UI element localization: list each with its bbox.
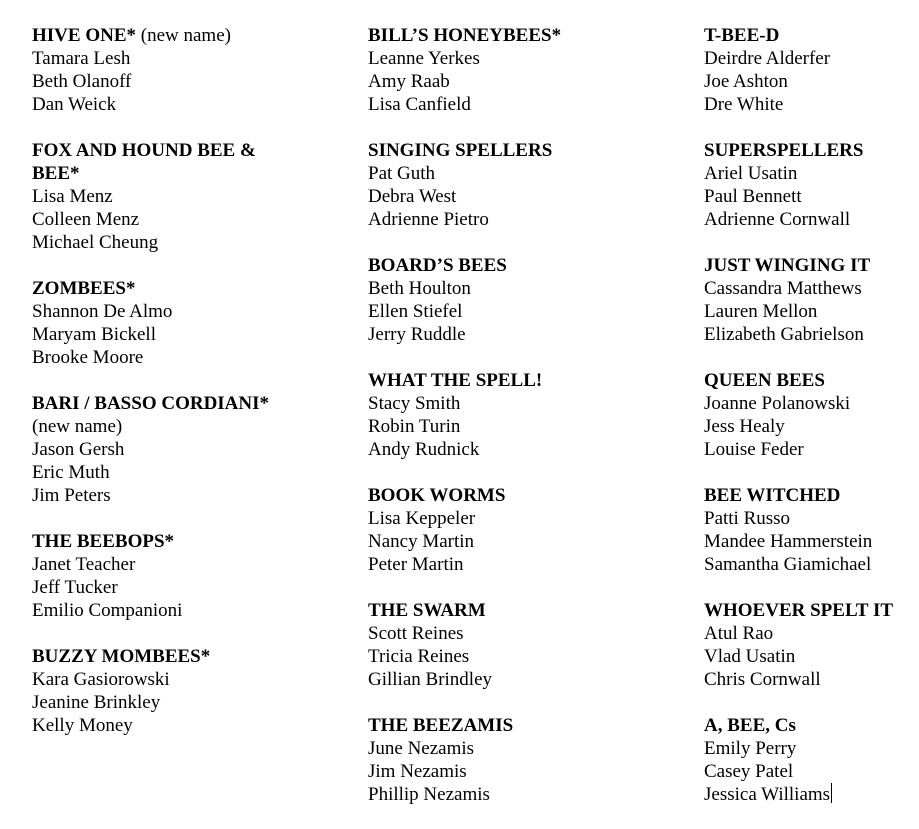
team-member: Lisa Keppeler bbox=[368, 508, 476, 529]
team-member: Tamara Lesh bbox=[32, 48, 131, 69]
team-member: Gillian Brindley bbox=[368, 669, 493, 690]
team-member: Pat Guth bbox=[368, 163, 436, 184]
team-block bbox=[32, 392, 362, 507]
team-name: BOARD’S BEES bbox=[368, 255, 507, 276]
team-member: Dre White bbox=[704, 94, 784, 115]
team-name: BOOK WORMS bbox=[368, 485, 506, 506]
team-member: Debra West bbox=[368, 186, 457, 207]
team-member: Lauren Mellon bbox=[704, 301, 818, 322]
team-member: Phillip Nezamis bbox=[368, 784, 490, 805]
team-block bbox=[32, 645, 362, 737]
team-name: WHAT THE SPELL! bbox=[368, 370, 543, 391]
team-block bbox=[32, 139, 362, 254]
team-member: Jim Nezamis bbox=[368, 761, 467, 782]
team-member: Cassandra Matthews bbox=[704, 278, 862, 299]
team-block bbox=[368, 254, 698, 346]
team-member: June Nezamis bbox=[368, 738, 475, 759]
team-block bbox=[368, 369, 698, 461]
team-block bbox=[704, 714, 916, 806]
team-name: WHOEVER SPELT IT bbox=[704, 600, 894, 621]
team-block bbox=[704, 369, 916, 461]
team-member: Louise Feder bbox=[704, 439, 804, 460]
team-block bbox=[32, 530, 362, 622]
team-member: Janet Teacher bbox=[32, 554, 136, 575]
team-member: Mandee Hammerstein bbox=[704, 531, 873, 552]
team-member: Andy Rudnick bbox=[368, 439, 480, 460]
team-name: T-BEE-D bbox=[704, 25, 780, 46]
team-member: Dan Weick bbox=[32, 94, 117, 115]
team-member: Ariel Usatin bbox=[704, 163, 798, 184]
team-name: A, BEE, Cs bbox=[704, 715, 796, 736]
team-name: THE SWARM bbox=[368, 600, 486, 621]
team-name: THE BEEZAMIS bbox=[368, 715, 514, 736]
team-name: BUZZY MOMBEES* bbox=[32, 646, 211, 667]
team-member: Beth Houlton bbox=[368, 278, 471, 299]
team-column-1 bbox=[32, 24, 362, 760]
team-column-3 bbox=[704, 24, 916, 829]
team-member: Maryam Bickell bbox=[32, 324, 156, 345]
team-member: Michael Cheung bbox=[32, 232, 159, 253]
team-member: Lisa Canfield bbox=[368, 94, 471, 115]
team-member: Patti Russo bbox=[704, 508, 791, 529]
team-member: Deirdre Alderfer bbox=[704, 48, 831, 69]
text-cursor bbox=[831, 783, 832, 803]
team-member: Shannon De Almo bbox=[32, 301, 173, 322]
team-name: SINGING SPELLERS bbox=[368, 140, 553, 161]
team-member: Stacy Smith bbox=[368, 393, 461, 414]
team-block bbox=[368, 714, 698, 806]
team-column-2 bbox=[368, 24, 698, 829]
team-member[interactable] bbox=[704, 783, 916, 806]
team-member: Beth Olanoff bbox=[32, 71, 132, 92]
team-name: BARI / BASSO CORDIANI* bbox=[32, 393, 270, 414]
team-block bbox=[368, 139, 698, 231]
team-member: Paul Bennett bbox=[704, 186, 802, 207]
team-member: Jim Peters bbox=[32, 485, 111, 506]
team-member-text: Jessica Williams bbox=[704, 784, 831, 805]
team-member: Jess Healy bbox=[704, 416, 785, 437]
team-member: Ellen Stiefel bbox=[368, 301, 463, 322]
team-member: Tricia Reines bbox=[368, 646, 470, 667]
team-block bbox=[368, 484, 698, 576]
team-block bbox=[32, 24, 362, 116]
team-member: Jeff Tucker bbox=[32, 577, 118, 598]
team-block bbox=[704, 254, 916, 346]
team-member: Jason Gersh bbox=[32, 439, 125, 460]
team-member: Atul Rao bbox=[704, 623, 774, 644]
team-block bbox=[704, 139, 916, 231]
team-member: Casey Patel bbox=[704, 761, 794, 782]
team-member: Peter Martin bbox=[368, 554, 464, 575]
team-member: Jeanine Brinkley bbox=[32, 692, 161, 713]
team-member: Nancy Martin bbox=[368, 531, 475, 552]
team-block bbox=[704, 484, 916, 576]
team-member: Vlad Usatin bbox=[704, 646, 796, 667]
team-name-note: (new name) bbox=[136, 25, 231, 46]
team-member: Elizabeth Gabrielson bbox=[704, 324, 864, 345]
team-member: Leanne Yerkes bbox=[368, 48, 480, 69]
team-member: Colleen Menz bbox=[32, 209, 140, 230]
team-name: BEE WITCHED bbox=[704, 485, 841, 506]
team-member: Scott Reines bbox=[368, 623, 464, 644]
team-member: Chris Cornwall bbox=[704, 669, 821, 690]
team-block bbox=[704, 599, 916, 691]
team-member: Lisa Menz bbox=[32, 186, 113, 207]
team-member: Samantha Giamichael bbox=[704, 554, 872, 575]
team-block bbox=[704, 24, 916, 116]
team-block bbox=[32, 277, 362, 369]
team-name-line: FOX AND HOUND BEE & bbox=[32, 140, 256, 161]
team-member: Amy Raab bbox=[368, 71, 450, 92]
team-block bbox=[368, 599, 698, 691]
team-member: Adrienne Cornwall bbox=[704, 209, 851, 230]
team-member: Brooke Moore bbox=[32, 347, 144, 368]
team-member: Joe Ashton bbox=[704, 71, 788, 92]
team-name: SUPERSPELLERS bbox=[704, 140, 864, 161]
team-member: Jerry Ruddle bbox=[368, 324, 466, 345]
team-member: Emilio Companioni bbox=[32, 600, 183, 621]
team-member: Emily Perry bbox=[704, 738, 797, 759]
team-name: BILL’S HONEYBEES* bbox=[368, 25, 562, 46]
team-name: QUEEN BEES bbox=[704, 370, 825, 391]
team-name-line: BEE* bbox=[32, 163, 80, 184]
team-name: THE BEEBOPS* bbox=[32, 531, 175, 552]
team-member: Kelly Money bbox=[32, 715, 133, 736]
team-name: JUST WINGING IT bbox=[704, 255, 871, 276]
team-member: Robin Turin bbox=[368, 416, 461, 437]
team-member: Joanne Polanowski bbox=[704, 393, 851, 414]
team-member: Eric Muth bbox=[32, 462, 110, 483]
team-name: ZOMBEES* bbox=[32, 278, 136, 299]
team-name-note: (new name) bbox=[32, 416, 123, 437]
team-member: Adrienne Pietro bbox=[368, 209, 489, 230]
team-block bbox=[368, 24, 698, 116]
team-name: HIVE ONE* (new name) bbox=[32, 25, 231, 46]
team-member: Kara Gasiorowski bbox=[32, 669, 170, 690]
